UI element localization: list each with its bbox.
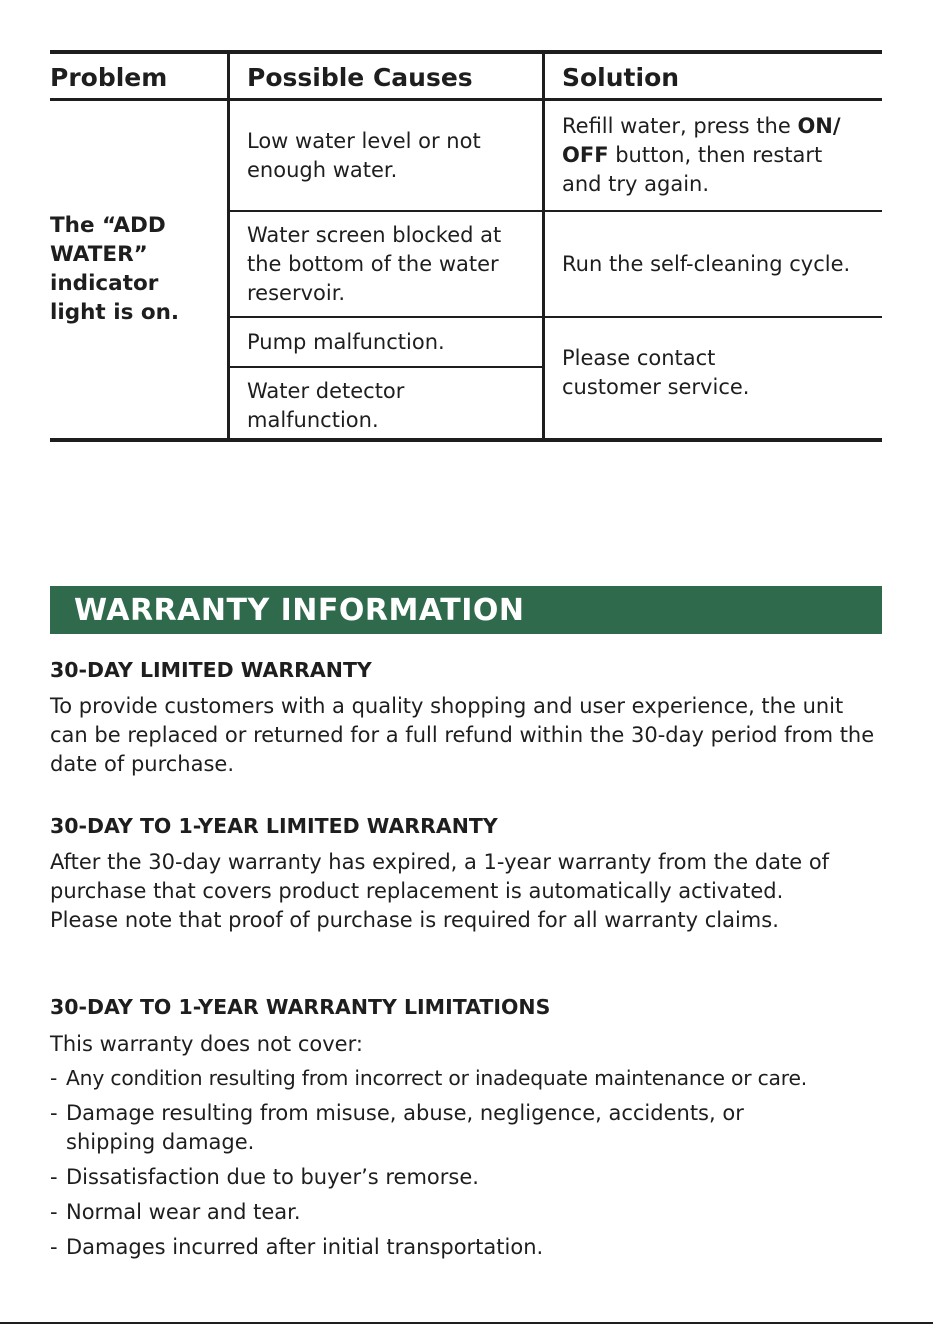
cause-text: Water screen blocked at the bottom of the water reservoir.: [247, 222, 502, 305]
section-text-30-day: To provide customers with a quality shopping and user experience, the unit can be replaced or returned for a full refund within the 30-day period from the date of purchase.: [50, 694, 875, 776]
header-possible-causes: Possible Causes: [227, 54, 542, 98]
solution-self-clean: [545, 212, 882, 318]
table-header-row: [50, 54, 882, 101]
cause-text: Low water level or not enough water.: [247, 128, 481, 182]
solution-text: Please contact customer service.: [562, 346, 750, 399]
section-text-1-year: After the 30-day warranty has expired, a 1-year warranty from the date of purchase that covers product replacement is automatically activated. Please note that proof of purchase is required for all warranty claims.: [50, 850, 830, 932]
solution-text-start: Refill water, press the: [562, 114, 798, 138]
cause-pump-malfunction: [230, 318, 542, 368]
list-item: [50, 1233, 882, 1262]
cause-detector-malfunction: [230, 368, 542, 438]
troubleshooting-table: [50, 50, 882, 442]
list-item-text: Normal wear and tear.: [66, 1200, 301, 1224]
solution-text: Run the self-cleaning cycle.: [562, 251, 851, 276]
causes-column: [227, 101, 542, 438]
list-item: [50, 1099, 882, 1157]
cause-low-water: [230, 101, 542, 212]
section-title-30-day: 30-DAY LIMITED WARRANTY: [50, 658, 372, 682]
limitations-list: [50, 1064, 882, 1268]
header-problem: Problem: [50, 63, 168, 92]
list-dash: -: [50, 1200, 58, 1224]
list-item: [50, 1198, 882, 1227]
problem-cell: [50, 101, 227, 438]
on-off-button-label: ON/ OFF: [562, 114, 841, 167]
list-dash: -: [50, 1066, 58, 1090]
header-solution: Solution: [542, 54, 882, 98]
solution-refill: [545, 101, 882, 212]
list-dash: -: [50, 1235, 58, 1259]
list-item-text: Any condition resulting from incorrect or inadequate maintenance or care.: [66, 1066, 807, 1090]
solution-text: [562, 112, 862, 199]
cause-text: Water detector malfunction.: [247, 379, 405, 432]
section-text-limitations: This warranty does not cover:: [50, 1032, 363, 1056]
section-title-limitations: 30-DAY TO 1-YEAR WARRANTY LIMITATIONS: [50, 995, 551, 1019]
solution-text-end: button, then restart and try again.: [562, 143, 823, 196]
list-item-text: Dissatisfaction due to buyer’s remorse.: [66, 1165, 479, 1189]
solution-contact: [545, 318, 882, 438]
warranty-banner: WARRANTY INFORMATION: [50, 586, 882, 634]
list-dash: -: [50, 1165, 58, 1189]
table-body: [50, 101, 882, 438]
solutions-column: [542, 101, 882, 438]
list-item: [50, 1163, 882, 1192]
list-item-text: Damage resulting from misuse, abuse, negligence, accidents, or shipping damage.: [66, 1101, 744, 1154]
cause-screen-blocked: [230, 212, 542, 318]
list-item: [50, 1064, 882, 1093]
cause-text: Pump malfunction.: [247, 330, 445, 354]
problem-text: The “ADD WATER” indicator light is on.: [50, 212, 180, 325]
list-item-text: Damages incurred after initial transportation.: [66, 1235, 544, 1259]
list-dash: -: [50, 1101, 58, 1125]
section-title-1-year: 30-DAY TO 1-YEAR LIMITED WARRANTY: [50, 814, 498, 838]
